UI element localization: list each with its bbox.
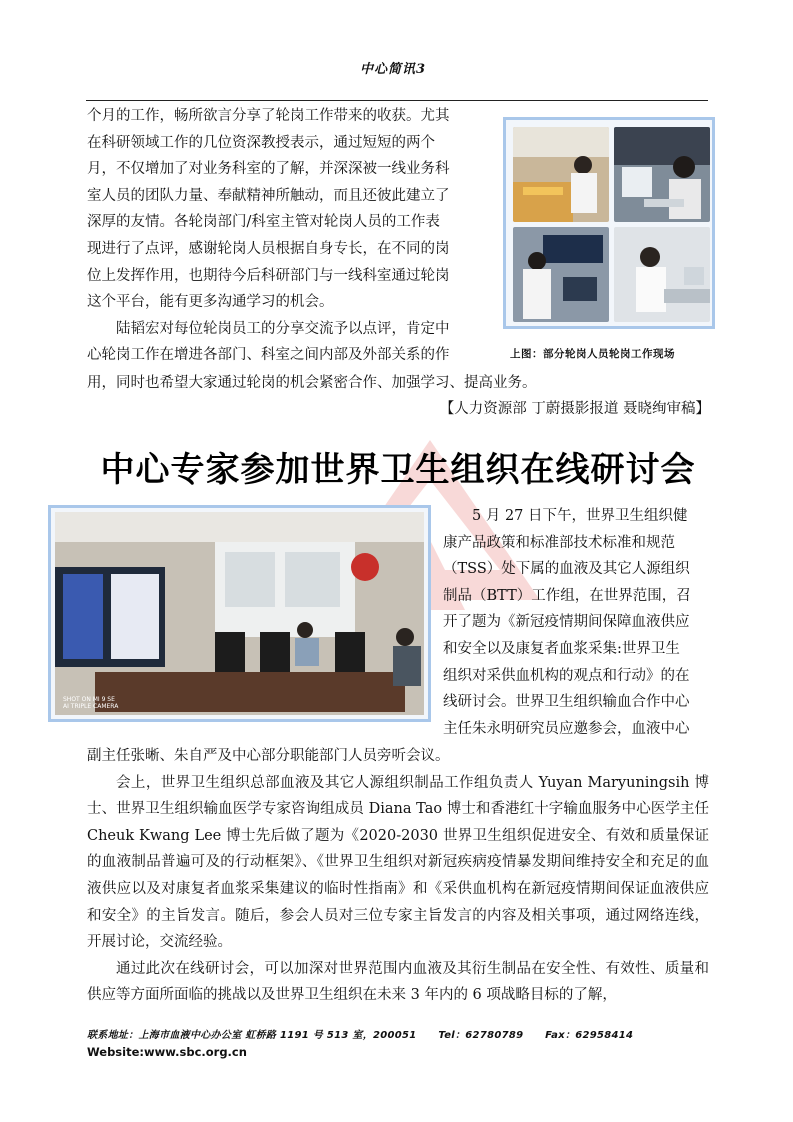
text-line: 深厚的友情。各轮岗部门/科室主管对轮岗人员的工作表 bbox=[87, 214, 440, 231]
text-line: 主任朱永明研究员应邀参会，血液中心 bbox=[443, 720, 690, 737]
text-line: 心轮岗工作在增进各部门、科室之间内部及外部关系的作 bbox=[87, 347, 450, 364]
meeting-room-photo bbox=[55, 512, 424, 715]
lab-bench-photo bbox=[614, 227, 710, 322]
footer-address: 联系地址：上海市血液中心办公室 虹桥路 1191 号 513 室，200051 bbox=[87, 1030, 417, 1041]
text-line: 在科研领域工作的几位资深教授表示，通过短短的两个 bbox=[87, 134, 435, 151]
article2-paragraph2: 会上，世界卫生组织总部血液及其它人源组织制品工作组负责人 Yuyan Maryuningsih 博士、世界卫生组织输血医学专家咨询组成员 Diana Tao 博士和香港红十字输血服务中心医学主任 Cheuk Kwang Lee 博士先后做了题为《2020-2030 世界卫生组织促进安全、有效和质量保证的血液制品普遍可及的行动框架》、《世界卫生组织对新冠疾病疫情暴发期间维持安全和充足的血液供应以及对康复者血浆采集建议的临时性指南》和《采供血机构在新冠疫情期间保证血液供应和安全》的主旨发言。随后，参会人员对三位专家主旨发言的内容及相关事项，通过网络连线，开展讨论，交流经验。 bbox=[87, 774, 709, 951]
text-line: 5 月 27 日下午，世界卫生组织健 bbox=[472, 508, 688, 524]
header-divider bbox=[86, 100, 708, 101]
text-line: （TSS）处下属的血液及其它人源组织 bbox=[443, 561, 690, 578]
meeting-photo bbox=[48, 505, 431, 722]
text-line: 组织对采供血机构的观点和行动》的在 bbox=[443, 667, 690, 684]
text-line: 康产品政策和标准部技术标准和规范 bbox=[443, 534, 675, 551]
text-line: 月，不仅增加了对业务科室的了解，并深深被一线业务科 bbox=[87, 161, 450, 178]
footer-contact bbox=[87, 1026, 709, 1041]
text-line: 室人员的团队力量、奉献精神所触动，而且还彼此建立了 bbox=[87, 187, 450, 204]
footer-website: Website:www.sbc.org.cn bbox=[87, 1045, 247, 1059]
office-worker-photo bbox=[614, 127, 710, 222]
article2-paragraph3: 通过此次在线研讨会，可以加深对世界范围内血液及其衍生制品在安全性、有效性、质量和供应等方面所面临的挑战以及世界卫生组织在未来 3 年内的 6 项战略目标的了解， bbox=[87, 960, 709, 1004]
text-line: 开了题为《新冠疫情期间保障血液供应 bbox=[443, 614, 690, 631]
article2-intro bbox=[443, 503, 709, 742]
text-line: 位上发挥作用，也期待今后科研部门与一线科室通过轮岗 bbox=[87, 267, 450, 284]
text-line: 陆韬宏对每位轮岗员工的分享交流予以点评，肯定中 bbox=[116, 320, 450, 337]
text-line: 这个平台，能有更多沟通学习的机会。 bbox=[87, 294, 334, 311]
text-line: 现进行了点评，感谢轮岗人员根据自身专长，在不同的岗 bbox=[87, 240, 450, 257]
text-line: 制品（BTT）工作组，在世界范围，召 bbox=[443, 587, 691, 604]
article1-credit: 【人力资源部 丁蔚摄影报道 聂晓绚审稿】 bbox=[439, 401, 710, 417]
article2-title: 中心专家参加世界卫生组织在线研讨会 bbox=[100, 450, 696, 490]
text-line: 线研讨会。世界卫生组织输血合作中心 bbox=[443, 694, 690, 711]
footer-tel: Tel：62780789 bbox=[438, 1030, 524, 1041]
text-line: 个月的工作，畅所欲言分享了轮岗工作带来的收获。尤其 bbox=[87, 108, 450, 124]
lab-worker-photo bbox=[513, 127, 609, 222]
photo-caption: 上图：部分轮岗人员轮岗工作现场 bbox=[510, 348, 675, 360]
control-room-photo bbox=[513, 227, 609, 322]
rotation-photo-collage bbox=[503, 117, 715, 329]
footer-fax: Fax：62958414 bbox=[545, 1030, 634, 1041]
article2-body bbox=[87, 743, 709, 1009]
article1-paragraph2-tail: 用，同时也希望大家通过轮岗的机会紧密合作、加强学习、提高业务。 bbox=[87, 375, 537, 391]
article1-paragraph1 bbox=[87, 103, 489, 369]
text-line: 和安全以及康复者血浆采集:世界卫生 bbox=[443, 640, 680, 657]
article2-intro-tail: 副主任张晰、朱自严及中心部分职能部门人员旁听会议。 bbox=[87, 748, 450, 764]
camera-stamp: SHOT ON MI 9 SE AI TRIPLE CAMERA bbox=[63, 696, 119, 710]
page-header-title: 中心简讯3 bbox=[360, 62, 427, 77]
